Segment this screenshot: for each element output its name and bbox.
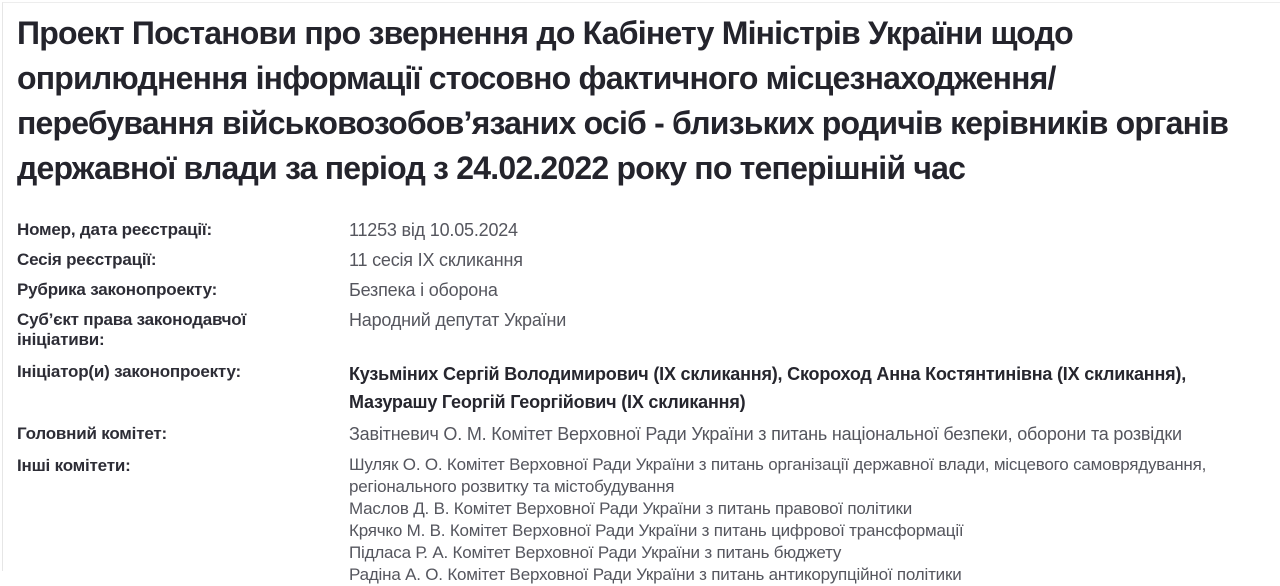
- detail-label: Рубрика законопроекту:: [17, 280, 218, 299]
- detail-row-other-committees: [17, 454, 1264, 586]
- detail-value: Завітневич О. М. Комітет Верховної Ради України з питань національної безпеки, оборони та розвідки: [349, 424, 1182, 444]
- bill-details-table: [17, 218, 1264, 586]
- bill-detail-card: [2, 2, 1280, 584]
- detail-value: Народний депутат України: [349, 310, 567, 330]
- committee-line: Підласа Р. А. Комітет Верховної Ради України з питань бюджету: [349, 543, 842, 562]
- detail-value: 11253 від 10.05.2024: [349, 220, 518, 240]
- detail-row-registration-number: [17, 218, 1264, 242]
- other-committees-list: [349, 454, 1264, 586]
- detail-label: Суб’єкт права законодавчої ініціативи:: [17, 310, 247, 349]
- page-title: Проект Постанови про звернення до Кабінету Міністрів України щодо оприлюднення інформації стосовно фактичного місцезнаходження/перебування військовозобов’язаних осіб - близьких родичів керівників органів державної влади за період з 24.02.2022 року по теперішній час: [17, 15, 1229, 186]
- detail-row-initiative-subject: [17, 308, 1264, 350]
- detail-label: Сесія реєстрації:: [17, 250, 157, 269]
- detail-value-initiators: Кузьміних Сергій Володимирович (IX скликання), Скороход Анна Костянтинівна (IX скликання), Мазурашу Георгій Георгійович (IX скликання): [349, 364, 1187, 412]
- detail-row-rubric: [17, 278, 1264, 302]
- detail-label: Головний комітет:: [17, 424, 167, 443]
- detail-label: Інші комітети:: [17, 456, 131, 475]
- detail-row-main-committee: [17, 422, 1264, 446]
- detail-row-session: [17, 248, 1264, 272]
- committee-line: Радіна А. О. Комітет Верховної Ради України з питань антикорупційної політики: [349, 565, 962, 584]
- detail-row-initiators: [17, 360, 1264, 416]
- committee-line: Шуляк О. О. Комітет Верховної Ради України з питань організації державної влади, місцевого самоврядування, регіонального розвитку та містобудування: [349, 455, 1207, 496]
- committee-line: Крячко М. В. Комітет Верховної Ради України з питань цифрової трансформації: [349, 521, 964, 540]
- detail-value: Безпека і оборона: [349, 280, 498, 300]
- detail-value: 11 сесія IX скликання: [349, 250, 523, 270]
- detail-label: Ініціатор(и) законопроекту:: [17, 362, 241, 381]
- committee-line: Маслов Д. В. Комітет Верховної Ради України з питань правової політики: [349, 499, 912, 518]
- detail-label: Номер, дата реєстрації:: [17, 220, 212, 239]
